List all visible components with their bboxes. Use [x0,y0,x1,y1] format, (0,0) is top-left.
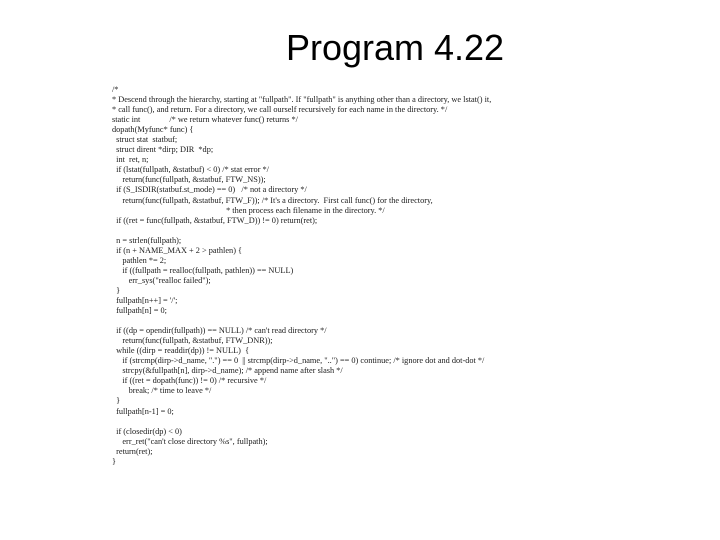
code-line: /* [112,85,119,94]
code-line [112,316,712,326]
code-listing [112,85,712,467]
code-line: if ((ret = func(fullpath, &statbuf, FTW_D)) != 0) return(ret); [112,215,318,225]
code-line: if ((dp = opendir(fullpath)) == NULL) /* can't read directory */ [112,326,327,336]
code-line: * then process each filename in the directory. */ [112,205,385,215]
code-line: return(func(fullpath, &statbuf, FTW_F)); /* It's a directory. First call func() for the directory, [112,195,433,205]
code-line: break; /* time to leave */ [112,386,212,396]
code-line [112,226,712,236]
code-line: while ((dirp = readdir(dp)) != NULL) { [112,346,250,356]
code-line: fullpath[n] = 0; [112,306,167,316]
code-line: fullpath[n-1] = 0; [112,406,174,416]
code-line: if (n + NAME_MAX + 2 > pathlen) { [112,245,243,255]
code-line: } [112,456,116,466]
code-line: * Descend through the hierarchy, starting at "fullpath". If "fullpath" is anything other than a directory, we lstat() it, [112,95,492,105]
slide-title: Program 4.22 [285,27,505,68]
code-line: strcpy(&fullpath[n], dirp->d_name); /* append name after slash */ [112,366,343,376]
code-line: return(func(fullpath, &statbuf, FTW_NS)); [112,175,266,185]
code-line: pathlen *= 2; [112,255,167,265]
code-line: struct stat statbuf; [112,135,178,145]
code-line: if (closedir(dp) < 0) [112,426,182,436]
code-line [112,417,712,427]
code-line: err_ret("can't close directory %s", fullpath); [112,436,268,446]
code-line: } [112,396,121,406]
code-line: if (S_ISDIR(statbuf.st_mode) == 0) /* not a directory */ [112,185,307,195]
code-line: dopath(Myfunc* func) { [112,125,194,135]
code-line: struct dirent *dirp; DIR *dp; [112,145,214,155]
code-line: int ret, n; [112,155,149,165]
code-line: } [112,285,121,295]
code-line: return(func(fullpath, &statbuf, FTW_DNR)); [112,336,273,346]
code-line: if (lstat(fullpath, &statbuf) < 0) /* stat error */ [112,165,269,175]
code-line: err_sys("realloc failed"); [112,275,211,285]
code-line: if (strcmp(dirp->d_name, ".") == 0 || strcmp(dirp->d_name, "..") == 0) continue; /* ignore dot and dot-dot */ [112,356,485,366]
code-line: if ((ret = dopath(func)) != 0) /* recursive */ [112,376,267,386]
code-line: static int /* we return whatever func() returns */ [112,115,298,125]
code-line: * call func(), and return. For a directory, we call ourself recursively for each name in the directory. */ [112,105,448,115]
code-line: fullpath[n++] = '/'; [112,295,178,305]
code-line: return(ret); [112,446,153,456]
code-line: n = strlen(fullpath); [112,235,182,245]
code-line: if ((fullpath = realloc(fullpath, pathlen)) == NULL) [112,265,294,275]
